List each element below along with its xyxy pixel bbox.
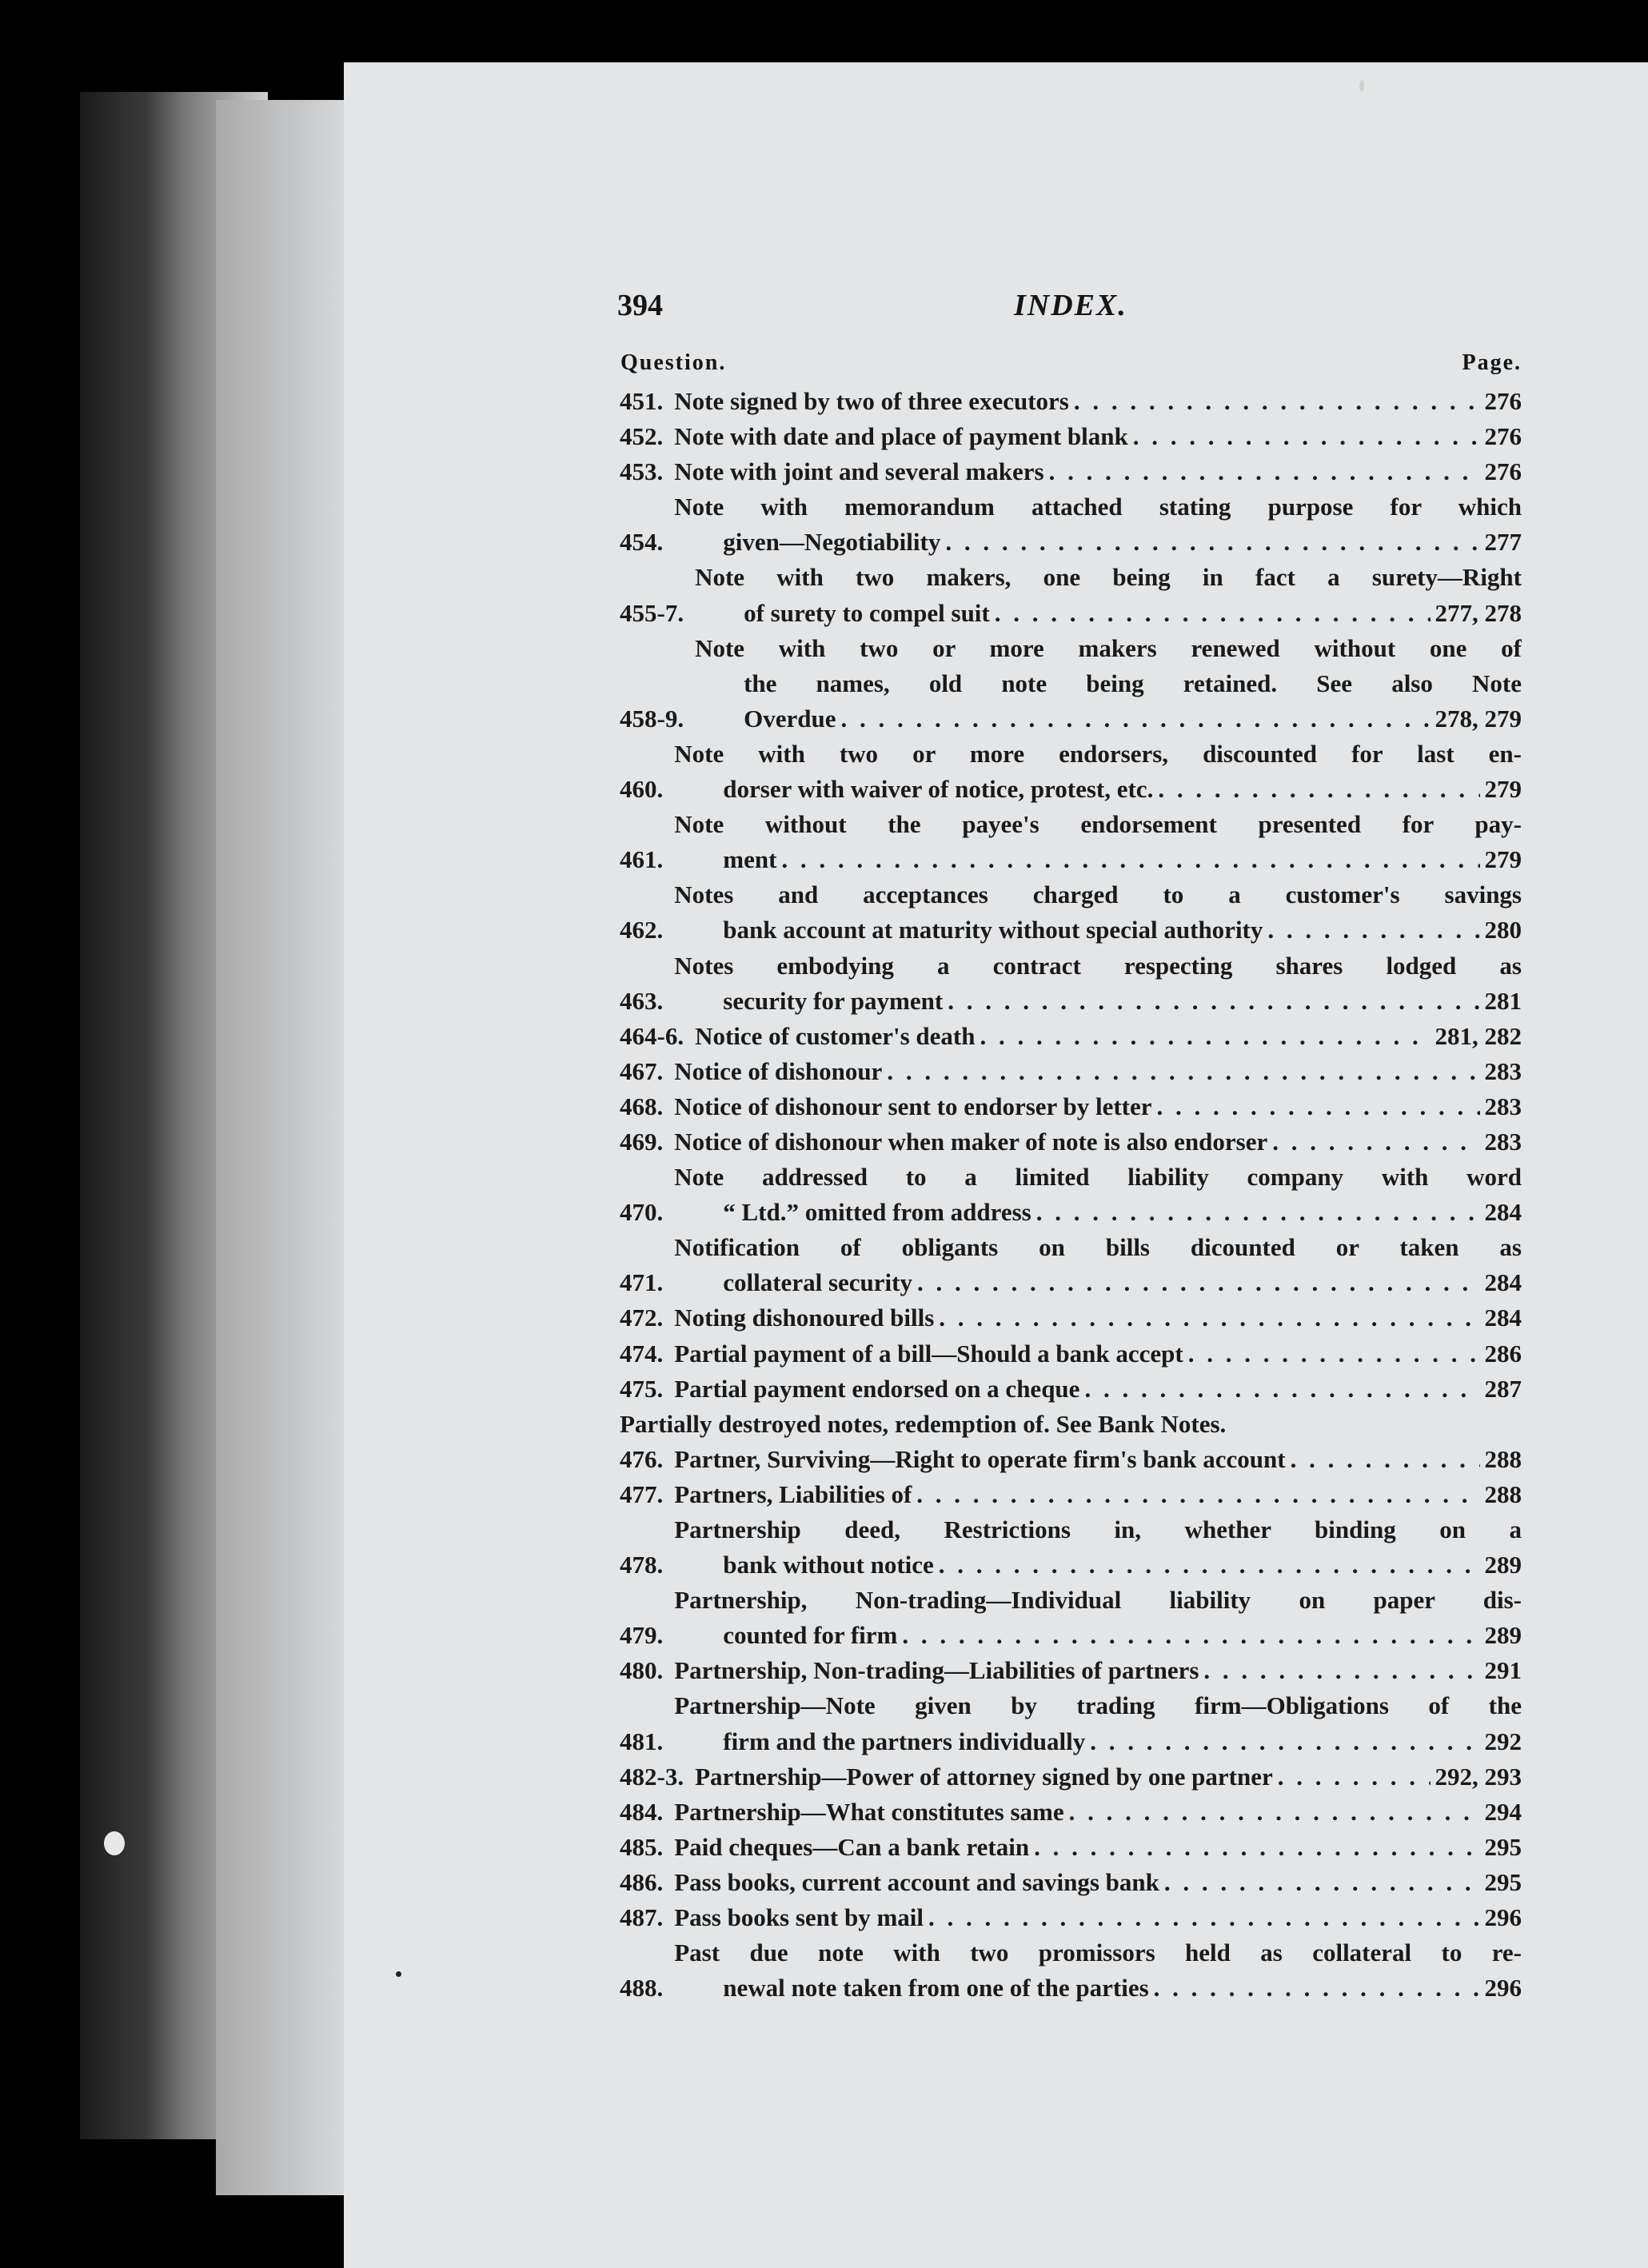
dot-leader — [1158, 772, 1479, 807]
entry-text-line: firm and the partners individually . . . 292 — [674, 1724, 1522, 1759]
question-number: 476. — [620, 1444, 664, 1473]
entry-text-line: Partnership—Power of attorney signed by one partner . . . 292, 293 — [695, 1759, 1522, 1795]
entry-text-line: Notice of dishonour when maker of note is also endorser . . . 283 — [674, 1124, 1522, 1160]
entry-text-line: the names, old note being retained. See also Note — [744, 669, 1522, 697]
question-number: 480. — [620, 1656, 664, 1685]
entry-text-line: Partial payment of a bill—Should a bank accept . . . 286 — [674, 1336, 1522, 1372]
dot-leader — [781, 842, 1479, 877]
entry-text-line: bank account at maturity without special authority . . . 280 — [674, 912, 1522, 948]
index-entry — [620, 737, 1522, 807]
entry-text-line: Overdue . . . 278, 279 — [695, 701, 1522, 737]
index-entry — [620, 489, 1522, 560]
question-number: 461. — [620, 845, 664, 874]
dot-leader — [902, 1618, 1479, 1653]
index-entry — [620, 1054, 1522, 1089]
index-entry — [620, 1477, 1522, 1512]
question-number: 460. — [620, 775, 664, 804]
dot-leader — [1154, 1971, 1480, 2006]
question-number: 455-7. — [620, 598, 684, 627]
entry-text-line: bank without notice . . . 289 — [674, 1547, 1522, 1583]
page-reference: 277 — [1484, 528, 1522, 557]
question-number: 478. — [620, 1551, 664, 1579]
entry-text-line: Note addressed to a limited liability company with word — [674, 1163, 1522, 1192]
index-entry — [620, 1124, 1522, 1160]
dot-leader — [1203, 1653, 1479, 1688]
dot-leader — [995, 596, 1431, 631]
page-reference: 286 — [1484, 1339, 1522, 1368]
entry-text-line: Notice of dishonour sent to endorser by letter . . . 283 — [674, 1089, 1522, 1124]
question-number: 482-3. — [620, 1762, 684, 1791]
index-entry — [620, 1512, 1522, 1583]
entry-text-line: Partially destroyed notes, redemption of. See Bank Notes. — [620, 1409, 1227, 1438]
dot-leader — [1084, 1372, 1479, 1407]
index-entry — [620, 1300, 1522, 1336]
entry-text-line: Notification of obligants on bills dicounted or taken as — [674, 1233, 1522, 1262]
index-entry — [620, 1688, 1522, 1759]
entry-text-line: Partnership, Non-trading—Individual liability on paper dis- — [674, 1586, 1522, 1615]
question-column-label: Question. — [620, 350, 727, 375]
entry-text-line: Partial payment endorsed on a cheque . . . 287 — [674, 1372, 1522, 1407]
index-entry — [620, 948, 1522, 1019]
index-entry — [620, 1583, 1522, 1653]
paper-speck — [104, 1831, 125, 1855]
page-reference: 281 — [1484, 986, 1522, 1015]
page-number: 394 — [617, 289, 663, 322]
index-entry — [620, 1372, 1522, 1407]
page-reference: 288 — [1484, 1444, 1522, 1473]
index-entry — [620, 1089, 1522, 1124]
entry-text-line: collateral security . . . 284 — [674, 1265, 1522, 1300]
index-entry — [620, 419, 1522, 454]
entry-text-line: Past due note with two promissors held as collateral to re- — [674, 1939, 1522, 1967]
index-entry — [620, 1019, 1522, 1054]
page-reference: 279 — [1484, 775, 1522, 804]
index-entry — [620, 631, 1522, 737]
dot-leader — [1157, 1089, 1480, 1124]
question-number: 485. — [620, 1832, 664, 1861]
page-reference: 277, 278 — [1435, 598, 1522, 627]
entry-text-line: Partnership, Non-trading—Liabilities of partners . . . 291 — [674, 1653, 1522, 1688]
dot-leader — [945, 525, 1479, 560]
question-number: 471. — [620, 1268, 664, 1297]
page-reference: 289 — [1484, 1551, 1522, 1579]
question-number: 488. — [620, 1974, 664, 2002]
page-reference: 280 — [1484, 916, 1522, 944]
question-number: 477. — [620, 1479, 664, 1508]
page-reference: 276 — [1484, 457, 1522, 486]
page-reference: 283 — [1484, 1092, 1522, 1120]
page-reference: 276 — [1484, 387, 1522, 415]
dot-leader — [1074, 384, 1480, 419]
dot-leader — [1272, 1124, 1479, 1160]
dot-leader — [840, 701, 1430, 737]
page-reference: 295 — [1484, 1867, 1522, 1896]
index-entry — [620, 1795, 1522, 1830]
paper-speck — [1359, 80, 1364, 91]
index-entry — [620, 1336, 1522, 1372]
page-reference: 292, 293 — [1435, 1762, 1522, 1791]
question-number: 463. — [620, 986, 664, 1015]
entry-text-line: Partnership deed, Restrictions in, whether binding on a — [674, 1515, 1522, 1543]
page-reference: 289 — [1484, 1621, 1522, 1650]
page-reference: 291 — [1484, 1656, 1522, 1685]
entry-text-line: Note with two or more makers renewed without one of — [695, 633, 1522, 662]
entry-text-line: given—Negotiability . . . 277 — [674, 525, 1522, 560]
dot-leader — [948, 984, 1479, 1019]
dot-leader — [1291, 1442, 1480, 1477]
entry-text-line: Partners, Liabilities of . . . 288 — [674, 1477, 1522, 1512]
dot-leader — [916, 1477, 1479, 1512]
page-reference: 284 — [1484, 1304, 1522, 1332]
entry-text-line: Notes embodying a contract respecting shares lodged as — [674, 951, 1522, 980]
page-reference: 276 — [1484, 422, 1522, 451]
question-number: 487. — [620, 1903, 664, 1932]
entry-text-line: Notice of dishonour . . . 283 — [674, 1054, 1522, 1089]
question-number: 464-6. — [620, 1021, 684, 1050]
dot-leader — [1036, 1195, 1480, 1230]
question-number: 468. — [620, 1092, 664, 1120]
question-number: 467. — [620, 1056, 664, 1085]
dot-leader — [887, 1054, 1479, 1089]
entry-text-line: Notice of customer's death . . . 281, 282 — [695, 1019, 1522, 1054]
entry-text-line: Note without the payee's endorsement presented for pay- — [674, 810, 1522, 839]
dot-leader — [928, 1900, 1479, 1935]
question-number: 481. — [620, 1727, 664, 1755]
index-entry — [620, 877, 1522, 948]
entry-text-line: Paid cheques—Can a bank retain . . . 295 — [674, 1830, 1522, 1865]
question-number: 484. — [620, 1797, 664, 1826]
index-entry — [620, 1865, 1522, 1900]
question-number: 479. — [620, 1621, 664, 1650]
entry-text-line: Noting dishonoured bills . . . 284 — [674, 1300, 1522, 1336]
question-number: 475. — [620, 1374, 664, 1403]
dot-leader — [1069, 1795, 1480, 1830]
question-number: 470. — [620, 1198, 664, 1227]
page-reference: 295 — [1484, 1832, 1522, 1861]
page-reference: 294 — [1484, 1797, 1522, 1826]
entry-text-line: counted for firm . . . 289 — [674, 1618, 1522, 1653]
index-entry — [620, 807, 1522, 877]
page-title: INDEX. — [1014, 289, 1127, 322]
index-entry — [620, 1830, 1522, 1865]
entry-text-line: security for payment . . . 281 — [674, 984, 1522, 1019]
dot-leader — [1049, 454, 1480, 489]
entry-text-line: Note with memorandum attached stating purpose for which — [674, 493, 1522, 521]
question-number: 453. — [620, 457, 664, 486]
page-reference: 296 — [1484, 1903, 1522, 1932]
page-reference: 283 — [1484, 1127, 1522, 1156]
entry-text-line: Note with two or more endorsers, discounted for last en- — [674, 739, 1522, 768]
entry-text-line: Partner, Surviving—Right to operate firm's bank account . . . 288 — [674, 1442, 1522, 1477]
page-reference: 279 — [1484, 845, 1522, 874]
dot-leader — [1133, 419, 1480, 454]
page-reference: 284 — [1484, 1198, 1522, 1227]
index-entry — [620, 1900, 1522, 1935]
entry-text-line: Partnership—What constitutes same . . . 294 — [674, 1795, 1522, 1830]
entry-text-line: Note with date and place of payment blank . . . 276 — [674, 419, 1522, 454]
dot-leader — [917, 1265, 1480, 1300]
index-entry — [620, 1230, 1522, 1300]
page-reference: 288 — [1484, 1479, 1522, 1508]
page-reference: 281, 282 — [1435, 1021, 1522, 1050]
question-number: 454. — [620, 528, 664, 557]
question-number: 474. — [620, 1339, 664, 1368]
entry-text-line: Note with joint and several makers . . . 276 — [674, 454, 1522, 489]
dot-leader — [1090, 1724, 1479, 1759]
page-reference: 292 — [1484, 1727, 1522, 1755]
dot-leader — [939, 1547, 1480, 1583]
index-entry — [620, 384, 1522, 419]
page-reference: 287 — [1484, 1374, 1522, 1403]
dot-leader — [1267, 912, 1479, 948]
entry-text-line: “ Ltd.” omitted from address . . . 284 — [674, 1195, 1522, 1230]
entry-text-line: Notes and acceptances charged to a customer's savings — [674, 880, 1522, 909]
page-reference: 283 — [1484, 1056, 1522, 1085]
dot-leader — [1034, 1830, 1479, 1865]
dot-leader — [1278, 1759, 1431, 1795]
page-edge-shadow — [216, 100, 344, 2195]
question-number: 472. — [620, 1304, 664, 1332]
page-reference: 296 — [1484, 1974, 1522, 2002]
index-entry — [620, 1407, 1522, 1442]
index-entry — [620, 454, 1522, 489]
entry-text-line: Partnership—Note given by trading firm—Obligations of the — [674, 1691, 1522, 1720]
entry-text-line: ment . . . 279 — [674, 842, 1522, 877]
index-entry-list — [620, 384, 1522, 2006]
entry-text-line: Pass books, current account and savings bank . . . 295 — [674, 1865, 1522, 1900]
index-entry — [620, 1653, 1522, 1688]
dot-leader — [980, 1019, 1430, 1054]
entry-text-line: Note with two makers, one being in fact a surety—Right — [695, 563, 1522, 592]
page-column-label: Page. — [1462, 350, 1522, 375]
index-entry — [620, 560, 1522, 630]
index-entry — [620, 1442, 1522, 1477]
entry-text-line: Note signed by two of three executors . . . 276 — [674, 384, 1522, 419]
entry-text-line: of surety to compel suit . . . 277, 278 — [695, 596, 1522, 631]
question-number: 451. — [620, 387, 664, 415]
dot-leader — [1188, 1336, 1480, 1372]
page-reference: 284 — [1484, 1268, 1522, 1297]
entry-text-line: newal note taken from one of the parties . . . 296 — [674, 1971, 1522, 2006]
entry-text-line: dorser with waiver of notice, protest, etc. . . . 279 — [674, 772, 1522, 807]
index-entry — [620, 1935, 1522, 2006]
paper-speck — [396, 1971, 401, 1977]
question-number: 486. — [620, 1867, 664, 1896]
question-number: 469. — [620, 1127, 664, 1156]
index-entry — [620, 1160, 1522, 1230]
index-entry — [620, 1759, 1522, 1795]
dot-leader — [939, 1300, 1479, 1336]
question-number: 452. — [620, 422, 664, 451]
question-number: 458-9. — [620, 704, 684, 733]
question-number: 462. — [620, 916, 664, 944]
page-reference: 278, 279 — [1435, 704, 1522, 733]
entry-text-line: Pass books sent by mail . . . 296 — [674, 1900, 1522, 1935]
dot-leader — [1164, 1865, 1480, 1900]
